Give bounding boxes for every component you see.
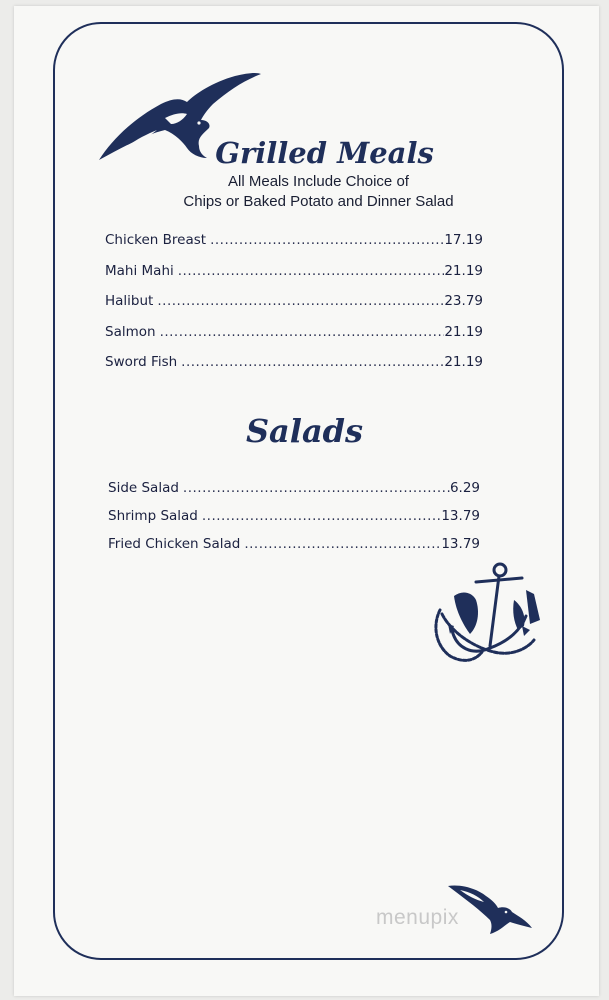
menu-item bbox=[105, 232, 483, 263]
grilled-subtitle-line-1: All Meals Include Choice of bbox=[228, 173, 409, 190]
grilled-subtitle-line-2: Chips or Baked Potato and Dinner Salad bbox=[183, 193, 454, 210]
menu-item bbox=[105, 354, 483, 385]
menu-item-price: 23.79 bbox=[444, 293, 483, 309]
watermark: menupix bbox=[376, 906, 459, 929]
menu-item bbox=[108, 480, 480, 508]
dot-leader bbox=[160, 324, 445, 340]
grilled-menu-list bbox=[105, 232, 483, 385]
dot-leader bbox=[157, 293, 444, 309]
section-title-grilled-meals: Grilled Meals bbox=[215, 136, 434, 170]
menu-item bbox=[105, 324, 483, 355]
dot-leader bbox=[244, 536, 441, 552]
menu-item-price: 13.79 bbox=[441, 508, 480, 524]
menu-item-price: 17.19 bbox=[444, 232, 483, 248]
menu-item bbox=[108, 508, 480, 536]
menu-item bbox=[105, 293, 483, 324]
menu-item-name: Chicken Breast bbox=[105, 232, 207, 248]
menu-item-name: Mahi Mahi bbox=[105, 262, 174, 279]
menu-item-name: Side Salad bbox=[108, 480, 179, 496]
seagull-icon bbox=[446, 880, 534, 936]
menu-item-price: 6.29 bbox=[449, 480, 480, 496]
dot-leader bbox=[210, 232, 444, 248]
menu-item-price: 21.19 bbox=[444, 323, 483, 340]
dot-leader bbox=[181, 354, 444, 370]
menu-item-name: Fried Chicken Salad bbox=[108, 536, 241, 552]
menu-item-name: Shrimp Salad bbox=[108, 508, 198, 524]
anchor-icon bbox=[430, 560, 548, 678]
menu-item bbox=[105, 263, 483, 294]
menu-item-name: Sword Fish bbox=[105, 354, 178, 370]
menu-item-price: 21.19 bbox=[444, 354, 483, 370]
menu-item bbox=[108, 536, 480, 564]
dot-leader bbox=[178, 263, 445, 279]
dot-leader bbox=[183, 480, 450, 496]
menu-item-price: 21.19 bbox=[444, 262, 483, 279]
menu-item-price: 13.79 bbox=[441, 536, 480, 552]
salads-menu-list bbox=[108, 480, 480, 564]
menu-item-name: Halibut bbox=[105, 293, 154, 309]
menu-item-name: Salmon bbox=[105, 323, 156, 340]
section-title-salads: Salads bbox=[245, 412, 364, 450]
dot-leader bbox=[202, 508, 441, 524]
